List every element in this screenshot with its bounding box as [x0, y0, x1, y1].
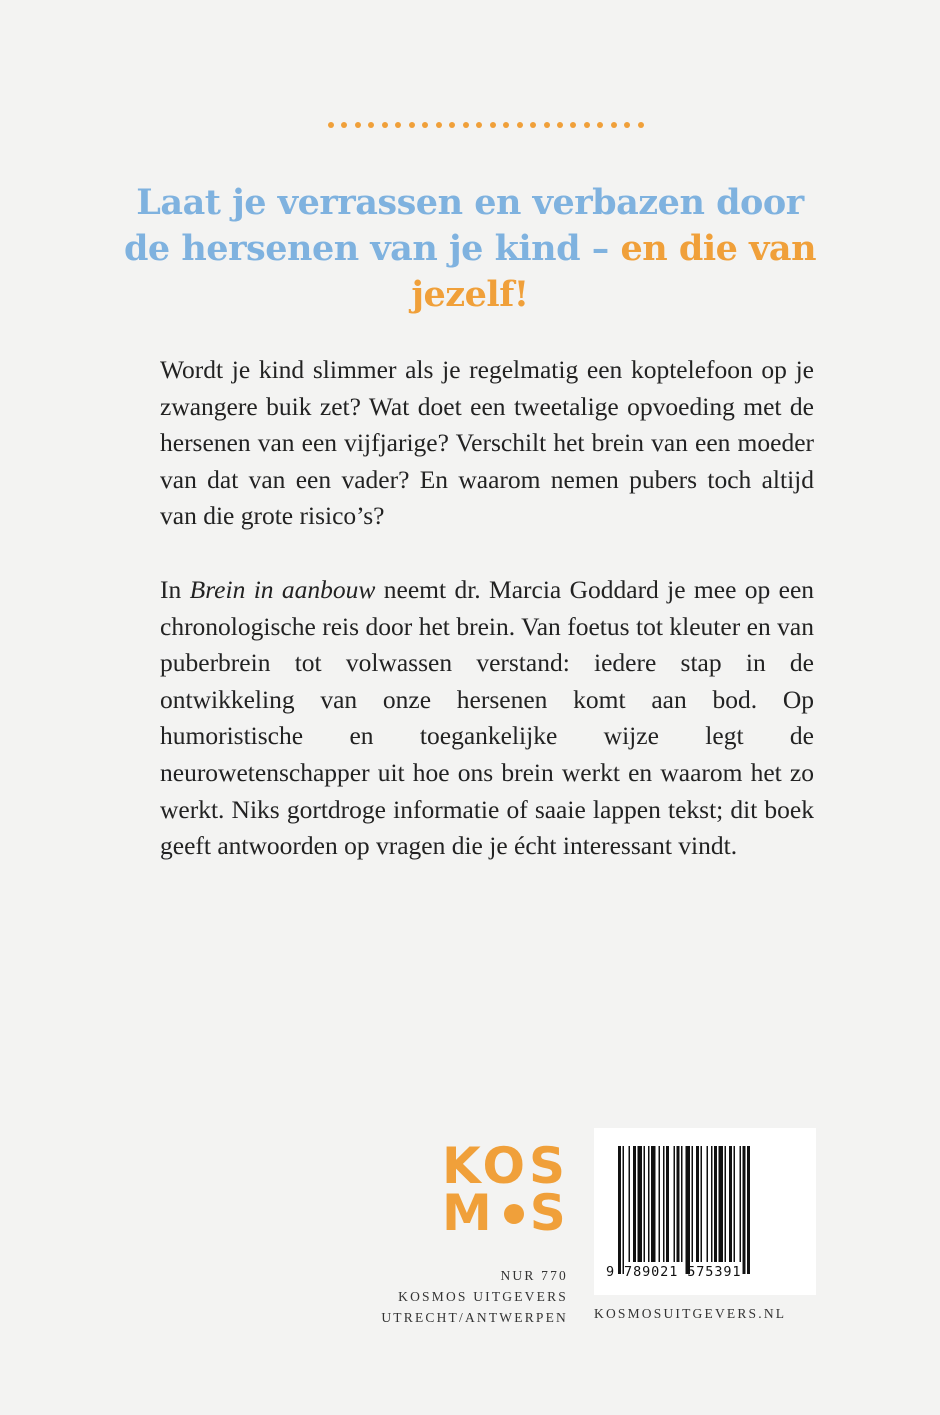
divider-dot — [638, 122, 644, 128]
divider-dot — [597, 122, 603, 128]
book-title: Brein in aanbouw — [189, 575, 376, 604]
publisher-name: KOSMOS UITGEVERS — [398, 1289, 568, 1304]
headline-orange-part: en die van jezelf! — [411, 228, 817, 315]
divider-dot — [570, 122, 576, 128]
divider-dot — [422, 122, 428, 128]
barcode-bar — [651, 1146, 656, 1262]
divider-dot — [463, 122, 469, 128]
divider-dot — [436, 122, 442, 128]
logo-text-left: M — [442, 1184, 496, 1242]
blurb-paragraph-1: Wordt je kind slimmer als je regelmatig een koptelefoon op je zwangere buik zet? Wat doet een tweetalige opvoeding met de hersenen van een vijfjarige? Verschilt het brein van een moeder van dat van een vader? En waarom nemen pubers toch altijd van die grote risico’s? — [160, 355, 814, 531]
divider-dot — [476, 122, 482, 128]
divider-dot — [490, 122, 496, 128]
divider-dot — [449, 122, 455, 128]
divider-dot — [611, 122, 617, 128]
divider-dot — [341, 122, 347, 128]
barcode-bar — [711, 1146, 713, 1262]
barcode-bar — [740, 1146, 742, 1262]
publisher-website: KOSMOSUITGEVERS.NL — [594, 1306, 787, 1321]
barcode-bar — [623, 1146, 625, 1274]
barcode-bar — [714, 1146, 717, 1262]
barcode-bar — [729, 1146, 732, 1262]
nur-code: NUR 770 — [500, 1268, 568, 1283]
divider-dot — [409, 122, 415, 128]
barcode-bar — [743, 1146, 746, 1274]
isbn-number: 9 789021 575391 — [606, 1264, 742, 1280]
barcode-icon — [614, 1146, 794, 1274]
paragraph-2-body: neemt dr. Marcia Goddard je mee op een chronologische reis door het brein. Van foetus tot kleuter en van puberbrein tot volwassen verstand: iedere stap in de ontwikkeling van onze hersenen komt aan bod. Op humoristische en toegankelijke wijze legt de neurowetenschapper uit hoe ons brein werkt en waarom het zo werkt. Niks gortdroge informatie of saaie lappen tekst; dit boek geeft antwoorden op vragen die je écht interessant vindt. — [160, 575, 815, 861]
kosmos-logo — [442, 1137, 572, 1242]
barcode-bar — [707, 1146, 709, 1262]
barcode-bar — [686, 1146, 691, 1274]
divider-dot — [395, 122, 401, 128]
headline-blue-part: Laat je verrassen en verbazen door de hersenen van je kind – — [123, 182, 804, 269]
divider-dot — [584, 122, 590, 128]
logo-text-right: S — [529, 1184, 570, 1242]
barcode-bar — [681, 1146, 683, 1262]
barcode-bar — [644, 1146, 646, 1262]
barcode-bar — [633, 1146, 636, 1262]
publisher-location: UTRECHT/ANTWERPEN — [381, 1310, 568, 1325]
barcode-bar — [648, 1146, 650, 1262]
barcode-bar — [618, 1146, 621, 1274]
imprint — [381, 1265, 568, 1328]
divider-dot — [355, 122, 361, 128]
barcode-bar — [629, 1146, 631, 1262]
barcode-bar — [747, 1146, 750, 1274]
divider-dot — [544, 122, 550, 128]
divider-dot — [503, 122, 509, 128]
barcode-bar — [677, 1146, 680, 1262]
headline — [120, 180, 820, 318]
divider-dot — [557, 122, 563, 128]
barcode-bar — [638, 1146, 643, 1262]
paragraph-2-prefix: In — [160, 575, 182, 604]
divider-dot — [624, 122, 630, 128]
barcode-bar — [674, 1146, 676, 1262]
divider-dot — [517, 122, 523, 128]
barcode-bar — [666, 1146, 669, 1262]
blurb-paragraph-2 — [160, 572, 814, 865]
barcode-bar — [663, 1146, 665, 1262]
barcode-bar — [719, 1146, 724, 1262]
logo-row-2 — [442, 1184, 572, 1242]
logo-text-top: KOS — [442, 1137, 570, 1195]
barcode-bar — [696, 1146, 699, 1262]
divider-dot — [328, 122, 334, 128]
divider-dot — [530, 122, 536, 128]
barcode-bar — [734, 1146, 736, 1262]
logo-dot-icon — [504, 1204, 524, 1224]
barcode-bar — [701, 1146, 703, 1262]
barcode-bar — [725, 1146, 727, 1262]
decorative-dot-divider — [328, 119, 644, 131]
barcode-bar — [659, 1146, 661, 1262]
divider-dot — [382, 122, 388, 128]
logo-row-1 — [442, 1137, 572, 1195]
barcode-bar — [692, 1146, 694, 1262]
divider-dot — [368, 122, 374, 128]
